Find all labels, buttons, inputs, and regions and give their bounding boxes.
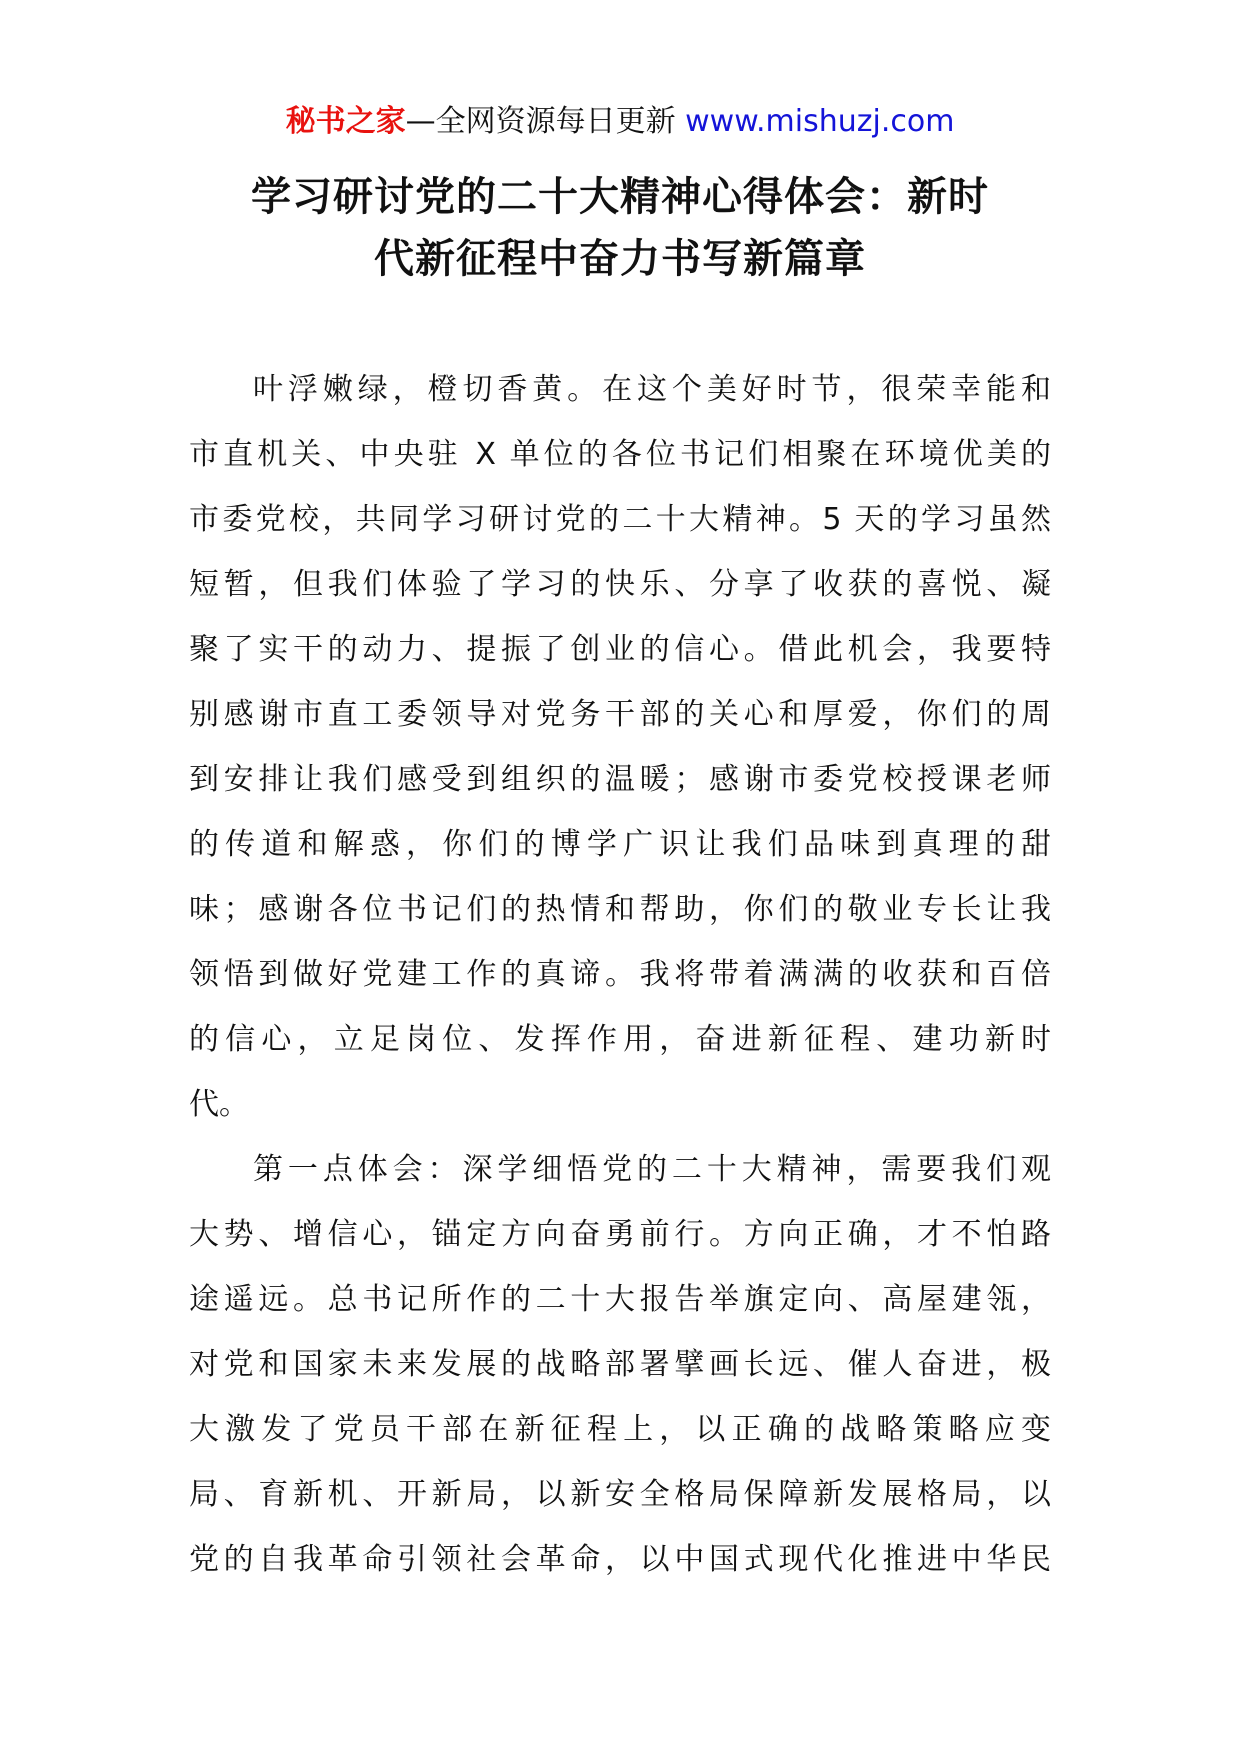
- paragraph-1: [189, 357, 1051, 1137]
- paragraph-line: 大势、增信心，锚定方向奋勇前行。方向正确，才不怕路: [189, 1217, 1051, 1252]
- document-title: [160, 166, 1080, 290]
- brand-name: 秘书之家: [285, 104, 406, 139]
- paragraph-line: 第一点体会：深学细悟党的二十大精神，需要我们观: [253, 1152, 1051, 1187]
- header-tagline: —全网资源每日更新: [405, 104, 686, 139]
- site-url-link[interactable]: www.mishuzj.com: [685, 104, 955, 139]
- paragraph-line: 别感谢市直工委领导对党务干部的关心和厚爱，你们的周: [189, 697, 1051, 732]
- paragraph-line: 市直机关、中央驻 X 单位的各位书记们相聚在环境优美的: [189, 437, 1051, 472]
- paragraph-line: 代。: [189, 1087, 249, 1122]
- paragraph-line: 对党和国家未来发展的战略部署擘画长远、催人奋进，极: [189, 1347, 1051, 1382]
- title-line: 学习研讨党的二十大精神心得体会：新时: [251, 174, 989, 220]
- paragraph-line: 途遥远。总书记所作的二十大报告举旗定向、高屋建瓴，: [189, 1282, 1051, 1317]
- paragraph-line: 的信心，立足岗位、发挥作用，奋进新征程、建功新时: [189, 1022, 1051, 1057]
- paragraph-line: 领悟到做好党建工作的真谛。我将带着满满的收获和百倍: [189, 957, 1051, 992]
- document-body: [189, 357, 1051, 1592]
- paragraph-line: 味；感谢各位书记们的热情和帮助，你们的敬业专长让我: [189, 892, 1051, 927]
- site-header: [0, 102, 1240, 142]
- paragraph-2: [189, 1137, 1051, 1592]
- paragraph-line: 短暂，但我们体验了学习的快乐、分享了收获的喜悦、凝: [189, 567, 1051, 602]
- paragraph-line: 到安排让我们感受到组织的温暖；感谢市委党校授课老师: [189, 762, 1051, 797]
- paragraph-line: 叶浮嫩绿，橙切香黄。在这个美好时节，很荣幸能和: [253, 372, 1051, 407]
- paragraph-line: 党的自我革命引领社会革命，以中国式现代化推进中华民: [189, 1542, 1051, 1577]
- paragraph-line: 市委党校，共同学习研讨党的二十大精神。5 天的学习虽然: [189, 502, 1051, 537]
- paragraph-line: 的传道和解惑，你们的博学广识让我们品味到真理的甜: [189, 827, 1051, 862]
- paragraph-line: 聚了实干的动力、提振了创业的信心。借此机会，我要特: [189, 632, 1051, 667]
- title-line: 代新征程中奋力书写新篇章: [374, 236, 866, 282]
- paragraph-line: 局、育新机、开新局，以新安全格局保障新发展格局，以: [189, 1477, 1051, 1512]
- paragraph-line: 大激发了党员干部在新征程上，以正确的战略策略应变: [189, 1412, 1051, 1447]
